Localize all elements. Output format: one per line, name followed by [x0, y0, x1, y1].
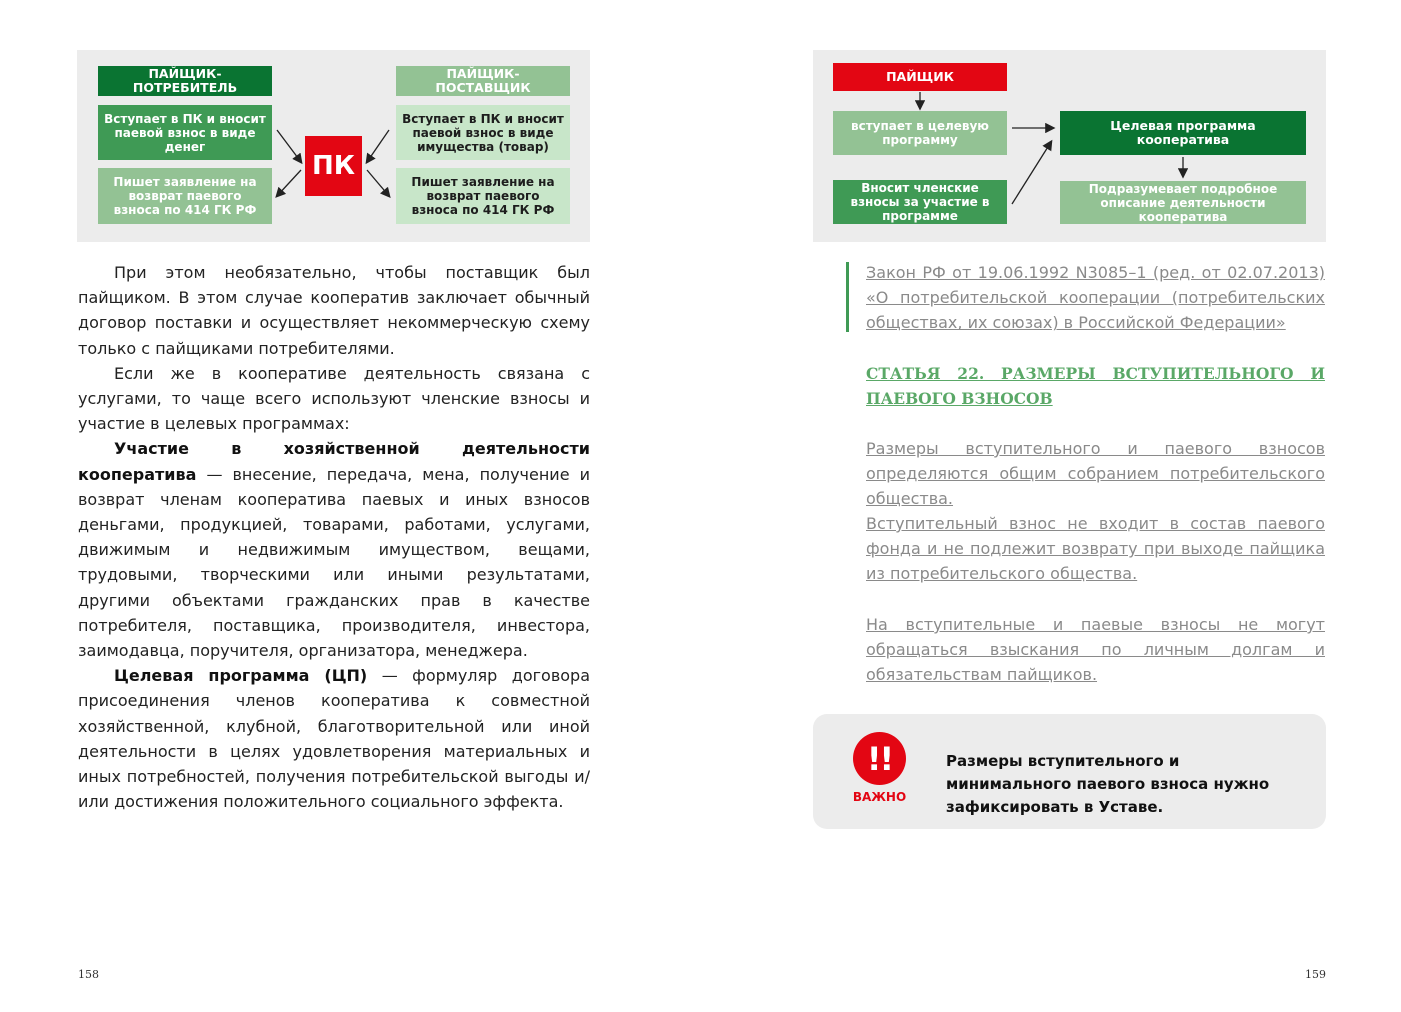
article-text-2: Вступительный взнос не входит в состав паевого фонда и не подлежит возврату при выходе пайщика из потребительского общества.	[866, 514, 1325, 584]
left-diagram-arrows	[77, 50, 590, 242]
supplier-box-1: Вступает в ПК и вносит паевой взнос в виде имущества (товар)	[396, 105, 570, 160]
important-text: Размеры вступительного и минимального паевого взноса нужно зафиксировать в Уставе.	[946, 752, 1270, 816]
right-diagram-arrows	[813, 50, 1326, 242]
target-program-box: Целевая программа кооператива	[1060, 111, 1306, 155]
article-text-1: Размеры вступительного и паевого взносов определяются общим собранием потребительского общества.	[866, 439, 1325, 509]
paragraph-3	[78, 436, 590, 663]
important-callout	[813, 714, 1326, 829]
paragraph-2: Если же в кооперативе деятельность связана с услугами, то чаще всего используют членские взносы и участие в целевых программах:	[78, 363, 590, 434]
arrow-supplier-to-pk	[367, 130, 389, 162]
page-number-right: 159	[1305, 968, 1326, 981]
pk-center: ПК	[305, 136, 362, 196]
important-icon	[853, 732, 906, 785]
quote-bar	[846, 262, 849, 332]
term-participation: Участие в хозяйственной деятельности кооператива	[78, 439, 590, 484]
supplier-box-2: Пишет заявление на возврат паевого взноса по 414 ГК РФ	[396, 168, 570, 224]
important-label: ВАЖНО	[852, 790, 907, 804]
arrow-pk-to-supplier	[367, 170, 389, 196]
arrow-consumer-to-pk	[277, 130, 301, 162]
definition-participation: — внесение, передача, мена, получение и возврат членам кооператива паевых и иных взносов деньгами, продукцией, товарами, работами, услугами, движимым и недвижимым имуществом, вещами, трудовыми, творческими или иными результатами, другими объектами гражданских прав в качестве потребителя, поставщика, производителя, инвестора, заимодавца, поручителя, организатора, менеджера.	[78, 464, 590, 661]
supplier-header: ПАЙЩИК-ПОСТАВЩИК	[396, 66, 570, 96]
shareholder-header: ПАЙЩИК	[833, 63, 1007, 91]
membership-fees-box: Вносит членские взносы за участие в программе	[833, 180, 1007, 224]
enter-program-box: вступает в целевую программу	[833, 111, 1007, 155]
consumer-header: ПАЙЩИК-ПОТРЕБИТЕЛЬ	[98, 66, 272, 96]
term-target-program: Целевая программа (ЦП)	[114, 666, 368, 686]
arrow-fees-to-program	[1012, 142, 1051, 204]
arrow-pk-to-consumer	[277, 170, 301, 196]
paragraph-4	[78, 663, 590, 814]
article-text-3: На вступительные и паевые взносы не могут обращаться взыскания по личным долгам и обязательствам пайщиков.	[866, 615, 1325, 685]
exclamation-icon: !!	[866, 739, 893, 778]
page-number-left: 158	[78, 968, 99, 981]
left-page-text	[78, 260, 590, 814]
consumer-box-2: Пишет заявление на возврат паевого взноса по 414 ГК РФ	[98, 168, 272, 224]
paragraph-1: При этом необязательно, чтобы поставщик был пайщиком. В этом случае кооператив заключает обычный договор поставки и осуществляет некоммерческую схему только с пайщиками потребителями.	[78, 263, 590, 358]
left-diagram	[77, 50, 590, 242]
consumer-box-1: Вступает в ПК и вносит паевой взнос в виде денег	[98, 105, 272, 160]
program-description-box: Подразумевает подробное описание деятельности кооператива	[1060, 181, 1306, 224]
definition-target-program: — формуляр договора присоединения членов кооператива к совместной хозяйственной, клубной, благотворительной или иной деятельности в целях удовлетворения материальных и иных потребностей, получения потребительской выгоды и/или достижения положительного социального эффекта.	[78, 666, 590, 812]
article-heading: СТАТЬЯ 22. РАЗМЕРЫ ВСТУПИТЕЛЬНОГО И ПАЕВОГО ВЗНОСОВ	[866, 364, 1325, 409]
right-diagram	[813, 50, 1326, 242]
law-quote: Закон РФ от 19.06.1992 N3085–1 (ред. от 02.07.2013) «О потребительской кооперации (потребительских обществах, их союзах) в Российской Федерации»	[866, 263, 1325, 333]
